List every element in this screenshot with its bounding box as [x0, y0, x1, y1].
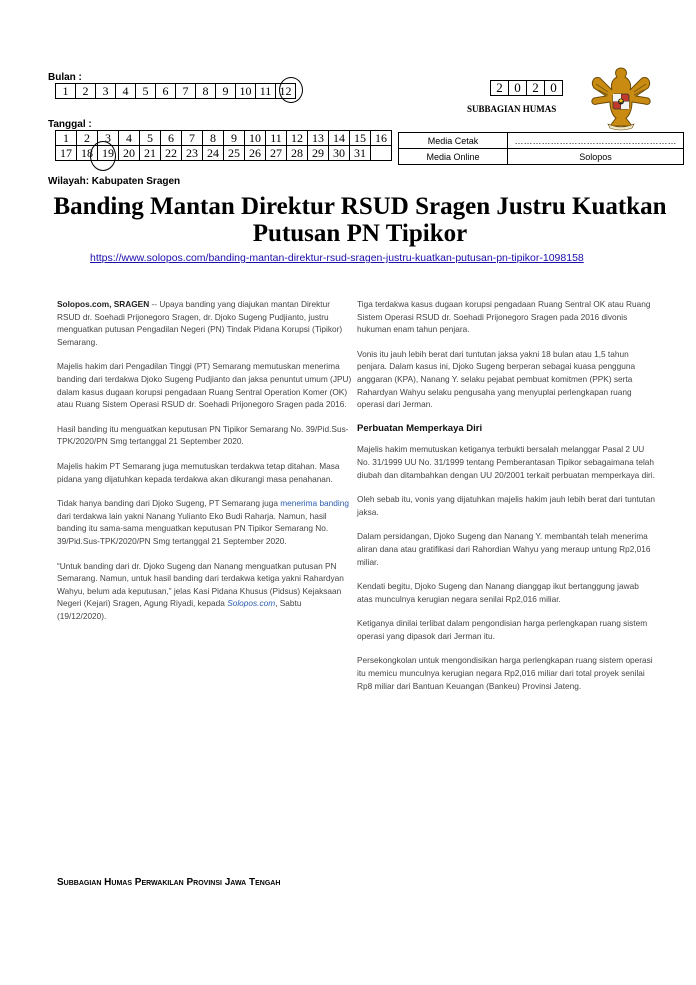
left-paragraph-5 — [57, 497, 353, 547]
garuda-emblem-icon — [586, 62, 656, 132]
month-cell: 5 — [136, 84, 156, 99]
day-cell: 1 — [56, 131, 77, 146]
day-cell: 21 — [140, 146, 161, 161]
day-cell: 7 — [182, 131, 203, 146]
left-p6-a: “Untuk banding dari dr. Djoko Sugeng dan Nanang menguatkan putusan PN Semarang. Namun, untuk hasil banding dari terdakwa ketiga yakni Rahardyan Wahyu, belum ada keputusan,” jelas Kasi Pidana Khusus (Pidsus) Kejaksaan Negeri (Kejari) Sragen, Agung Riyadi, kepada — [57, 560, 344, 609]
right-paragraph-4: Oleh sebab itu, vonis yang dijatuhkan majelis hakim jauh lebih berat dari tuntutan jaksa. — [357, 494, 655, 517]
year-digit-cell: 0 — [545, 81, 563, 96]
day-cell: 25 — [224, 146, 245, 161]
article-title: Banding Mantan Direktur RSUD Sragen Justru Kuatkan Putusan PN Tipikor — [53, 193, 667, 247]
day-cell: 2 — [77, 131, 98, 146]
day-cell: 16 — [371, 131, 392, 146]
month-cell: 3 — [96, 84, 116, 99]
year-digit-cell: 0 — [509, 81, 527, 96]
right-paragraph-8: Persekongkolan untuk mengondisikan harga perlengkapan ruang sistem operasi itu memicu munculnya kerugian negara Rp2,016 miliar dari total proyek senilai Rp8 miliar dari Bantuan Keuangan (Bankeu) Provinsi Jateng. — [357, 655, 653, 691]
day-cell: 31 — [350, 146, 371, 161]
day-cell: 24 — [203, 146, 224, 161]
media-online-value: Solopos — [508, 149, 684, 165]
day-cell: 8 — [203, 131, 224, 146]
day-cell: 18 — [77, 146, 98, 161]
month-cell: 11 — [256, 84, 276, 99]
day-cell: 30 — [329, 146, 350, 161]
day-cell: 11 — [266, 131, 287, 146]
left-p1-text: -- Upaya banding yang diajukan mantan Direktur RSUD dr. Soehadi Prijonegoro Sragen, dr. Djoko Sugeng Pudjianto, justru menguatkan putusan Pengadilan Negeri (PN) Tindak Pidana Korupsi (Tipikor) Semarang. — [57, 299, 343, 347]
day-cell: 5 — [140, 131, 161, 146]
department-label: SUBBAGIAN HUMAS — [467, 104, 557, 114]
day-cell: 12 — [287, 131, 308, 146]
solopos-link[interactable]: Solopos.com — [227, 598, 276, 609]
day-cell: 26 — [245, 146, 266, 161]
bulan-label: Bulan : — [48, 72, 82, 83]
left-paragraph-2: Majelis hakim dari Pengadilan Tinggi (PT) Semarang memutuskan menerima banding dari terdakwa Djoko Sugeng Pudjianto dan jaksa penuntut umum (JPU) dalam kasus dugaan korupsi pengadaan Ruang Sentral Operation Komer (OK) atau Ruang Sistem Operasi RSUD dr. Soehadi Prijonegoro Sragen pada 2016. — [57, 361, 352, 410]
media-cetak-value: ……………………………………………… — [508, 133, 684, 149]
right-paragraph-6: Kendati begitu, Djoko Sugeng dan Nanang dianggap ikut bertanggung jawab atas munculnya kerugian negara senilai Rp2,016 miliar. — [357, 581, 639, 604]
day-cell: 19 — [98, 146, 119, 161]
day-cell — [371, 146, 392, 161]
article-right-column — [357, 298, 655, 704]
left-paragraph-4: Majelis hakim PT Semarang juga memutuskan terdakwa tetap ditahan. Masa pidana yang dijatuhkan kepada terdakwa akan dikurangi masa penahanan. — [57, 460, 340, 484]
tanggal-label: Tanggal : — [48, 119, 92, 130]
media-cetak-label: Media Cetak — [399, 133, 508, 149]
selected-day-circle — [90, 141, 116, 171]
month-cell: 1 — [56, 84, 76, 99]
day-cell: 28 — [287, 146, 308, 161]
left-p5-a: Tidak hanya banding dari Djoko Sugeng, PT Semarang juga — [57, 498, 281, 509]
right-paragraph-1: Tiga terdakwa kasus dugaan korupsi pengadaan Ruang Sentral OK atau Ruang Sistem Operasi RSUD dr. Soehadi Prijonegoro Sragen pada 2016 divonis hukuman enam tahun penjara. — [357, 299, 651, 335]
month-cell: 10 — [236, 84, 256, 99]
media-table — [398, 132, 684, 165]
dateline: Solopos.com, SRAGEN — [57, 299, 150, 309]
day-cell: 6 — [161, 131, 182, 146]
day-cell: 27 — [266, 146, 287, 161]
left-paragraph-3: Hasil banding itu menguatkan keputusan PN Tipikor Semarang No. 39/Pid.Sus-TPK/2020/PN Smg tertanggal 21 September 2020. — [57, 423, 349, 447]
right-paragraph-3: Majelis hakim memutuskan ketiganya terbukti bersalah melanggar Pasal 2 UU No. 31/1999 UU No. 31/1999 tentang Pemberantasan Tipikor sebagaimana telah diubah dan ditambahkan dengan UU 20/2001 terkait perbuatan memperkaya diri. — [357, 444, 655, 480]
month-cell: 12 — [276, 84, 296, 99]
month-cell: 4 — [116, 84, 136, 99]
left-p5-b: dari terdakwa lain yakni Nanang Yulianto Eko Budi Raharja. Namun, hasil banding itu sama-sama menguatkan keputusan PN Tipikor Semarang No. 39/Pid.Sus-TPK/2020/PN Smg tertanggal 21 September 2020. — [57, 510, 329, 546]
day-cell: 13 — [308, 131, 329, 146]
left-p6-b: , Sabtu (19/12/2020). — [57, 598, 302, 621]
month-cell: 6 — [156, 84, 176, 99]
day-cell: 20 — [119, 146, 140, 161]
right-paragraph-5: Dalam persidangan, Djoko Sugeng dan Nanang Y. membantah telah menerima aliran dana atau gratifikasi dari Rahordian Wahyu yang meraup untung Rp2,016 miliar. — [357, 531, 651, 567]
day-cell: 4 — [119, 131, 140, 146]
year-grid — [490, 80, 563, 96]
wilayah-label: Wilayah: Kabupaten Sragen — [48, 176, 181, 187]
day-cell: 9 — [224, 131, 245, 146]
left-paragraph-6 — [57, 560, 353, 623]
footer-text: Subbagian Humas Perwakilan Provinsi Jawa Tengah — [57, 877, 281, 888]
left-paragraph-1 — [57, 298, 353, 348]
day-cell: 23 — [182, 146, 203, 161]
article-url-link[interactable]: https://www.solopos.com/banding-mantan-direktur-rsud-sragen-justru-kuatkan-putusan-pn-tipikor-1098158 — [90, 252, 584, 264]
year-digit-cell: 2 — [491, 81, 509, 96]
month-cell: 8 — [196, 84, 216, 99]
right-paragraph-2: Vonis itu jauh lebih berat dari tuntutan jaksa yakni 18 bulan atau 1,5 tahun penjara. Dalam kasus ini, Djoko Sugeng berperan sebagai kuasa pengguna anggaran (KPA), Nanang Y. selaku pejabat pembuat komitmen (PPK) serta Rahardyan Wahyu selaku pengusaha yang menyuplai perlengkapan ruang operasi dari Jerman. — [357, 348, 636, 410]
section-heading: Perbuatan Memperkaya Diri — [357, 422, 483, 434]
day-cell: 3 — [98, 131, 119, 146]
media-online-label: Media Online — [399, 149, 508, 165]
day-cell: 14 — [329, 131, 350, 146]
day-cell: 17 — [56, 146, 77, 161]
selected-month-circle — [279, 77, 303, 103]
right-paragraph-7: Ketiganya dinilai terlibat dalam pengondisian harga perlengkapan ruang sistem operasi yang dipasok dari Jerman itu. — [357, 618, 648, 641]
year-digit-cell: 2 — [527, 81, 545, 96]
day-cell: 10 — [245, 131, 266, 146]
menerima-banding-link[interactable]: menerima banding — [280, 498, 349, 509]
month-cell: 9 — [216, 84, 236, 99]
day-cell: 29 — [308, 146, 329, 161]
article-left-column — [57, 298, 353, 634]
day-cell: 22 — [161, 146, 182, 161]
month-cell: 7 — [176, 84, 196, 99]
day-cell: 15 — [350, 131, 371, 146]
month-cell: 2 — [76, 84, 96, 99]
month-grid — [55, 83, 296, 99]
